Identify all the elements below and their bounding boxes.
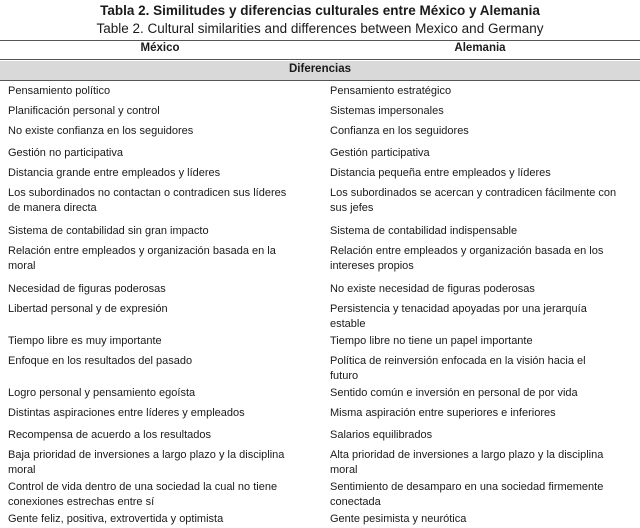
table-cell-mexico [8,84,320,99]
table-cell-mexico [8,282,320,297]
table-cell-germany [330,334,640,349]
table-cell-germany [330,302,640,332]
header-bottom-rule [0,59,640,60]
cell-text-line: Gente feliz, positiva, extrovertida y optimista [8,513,224,525]
table-cell-germany [330,448,640,478]
cell-text-line: de manera directa [8,202,97,214]
table-cell-mexico [8,146,320,161]
table-cell-germany [330,224,640,239]
column-header-mexico: México [140,42,180,54]
cell-text-line: Gestión participativa [330,147,430,159]
cell-text-line: moral [330,464,358,476]
cell-text-line: moral [8,464,36,476]
cell-text-line: Sentido común e inversión en personal de por vida [330,387,578,399]
cell-text-line: Gestión no participativa [8,147,123,159]
table-cell-mexico [8,354,320,369]
table-cell-germany [330,146,640,161]
section-bottom-rule [0,80,640,81]
table-cell-germany [330,244,640,274]
table-cell-germany [330,354,640,384]
cell-text-line: Pensamiento político [8,85,111,97]
cell-text-line: Gente pesimista y neurótica [330,513,467,525]
cell-text-line: Relación entre empleados y organización basada en los [330,245,604,257]
table-cell-germany [330,124,640,139]
cell-text-line: Confianza en los seguidores [330,125,469,137]
cell-text-line: Tiempo libre es muy importante [8,335,162,347]
column-header-germany: Alemania [454,42,506,54]
cell-text-line: Planificación personal y control [8,105,160,117]
cell-text-line: Salarios equilibrados [330,429,433,441]
cell-text-line: Tiempo libre no tiene un papel importante [330,335,533,347]
table-cell-germany [330,406,640,421]
table-cell-mexico [8,302,320,317]
table-cell-mexico [8,334,320,349]
table-cell-germany [330,84,640,99]
cell-text-line: Sistemas impersonales [330,105,444,117]
cell-text-line: futuro [330,370,359,382]
cell-text-line: conectada [330,496,381,508]
table-cell-germany [330,186,640,216]
table-cell-mexico [8,386,320,401]
cell-text-line: intereses propios [330,260,414,272]
cell-text-line: Control de vida dentro de una sociedad la cual no tiene [8,481,278,493]
table-cell-mexico [8,104,320,119]
cell-text-line: Enfoque en los resultados del pasado [8,355,193,367]
cell-text-line: estable [330,318,366,330]
table-cell-mexico [8,448,320,478]
cell-text-line: Alta prioridad de inversiones a largo plazo y la disciplina [330,449,604,461]
cell-text-line: Distancia grande entre empleados y líderes [8,167,221,179]
table-title-english: Table 2. Cultural similarities and differences between Mexico and Germany [96,21,544,36]
table-cell-mexico [8,124,320,139]
cell-text-line: Distancia pequeña entre empleados y líderes [330,167,551,179]
table-cell-mexico [8,428,320,443]
table-cell-mexico [8,512,320,527]
cell-text-line: Política de reinversión enfocada en la visión hacia el [330,355,586,367]
cell-text-line: sus jefes [330,202,374,214]
cell-text-line: Los subordinados no contactan o contradicen sus líderes [8,187,287,199]
cell-text-line: Misma aspiración entre superiores e inferiores [330,407,556,419]
cell-text-line: Libertad personal y de expresión [8,303,168,315]
cell-text-line: No existe necesidad de figuras poderosas [330,283,535,295]
cell-text-line: conexiones estrechas entre sí [8,496,155,508]
table-cell-germany [330,386,640,401]
table-cell-germany [330,480,640,510]
table-cell-mexico [8,186,320,216]
cell-text-line: Necesidad de figuras poderosas [8,283,166,295]
table-cell-germany [330,166,640,181]
cell-text-line: Los subordinados se acercan y contradicen fácilmente con [330,187,617,199]
cell-text-line: Persistencia y tenacidad apoyadas por una jerarquía [330,303,587,315]
table-cell-germany [330,104,640,119]
cell-text-line: Logro personal y pensamiento egoísta [8,387,196,399]
cell-text-line: Distintas aspiraciones entre líderes y empleados [8,407,245,419]
cell-text-line: Baja prioridad de inversiones a largo plazo y la disciplina [8,449,285,461]
table-cell-germany [330,512,640,527]
table-cell-mexico [8,166,320,181]
cell-text-line: Sistema de contabilidad sin gran impacto [8,225,209,237]
cell-text-line: Sentimiento de desamparo en una sociedad firmemente [330,481,604,493]
table-cell-mexico [8,244,320,274]
cell-text-line: Recompensa de acuerdo a los resultados [8,429,212,441]
cell-text-line: Sistema de contabilidad indispensable [330,225,518,237]
section-label-diferencias: Diferencias [288,63,351,75]
table-cell-mexico [8,406,320,421]
cell-text-line: moral [8,260,36,272]
table-cell-mexico [8,224,320,239]
table-cell-mexico [8,480,320,510]
table-title-spanish: Tabla 2. Similitudes y diferencias culturales entre México y Alemania [100,3,540,18]
table-cell-germany [330,428,640,443]
cell-text-line: No existe confianza en los seguidores [8,125,194,137]
cell-text-line: Pensamiento estratégico [330,85,452,97]
header-top-rule [0,40,640,41]
table-cell-germany [330,282,640,297]
cell-text-line: Relación entre empleados y organización basada en la [8,245,276,257]
